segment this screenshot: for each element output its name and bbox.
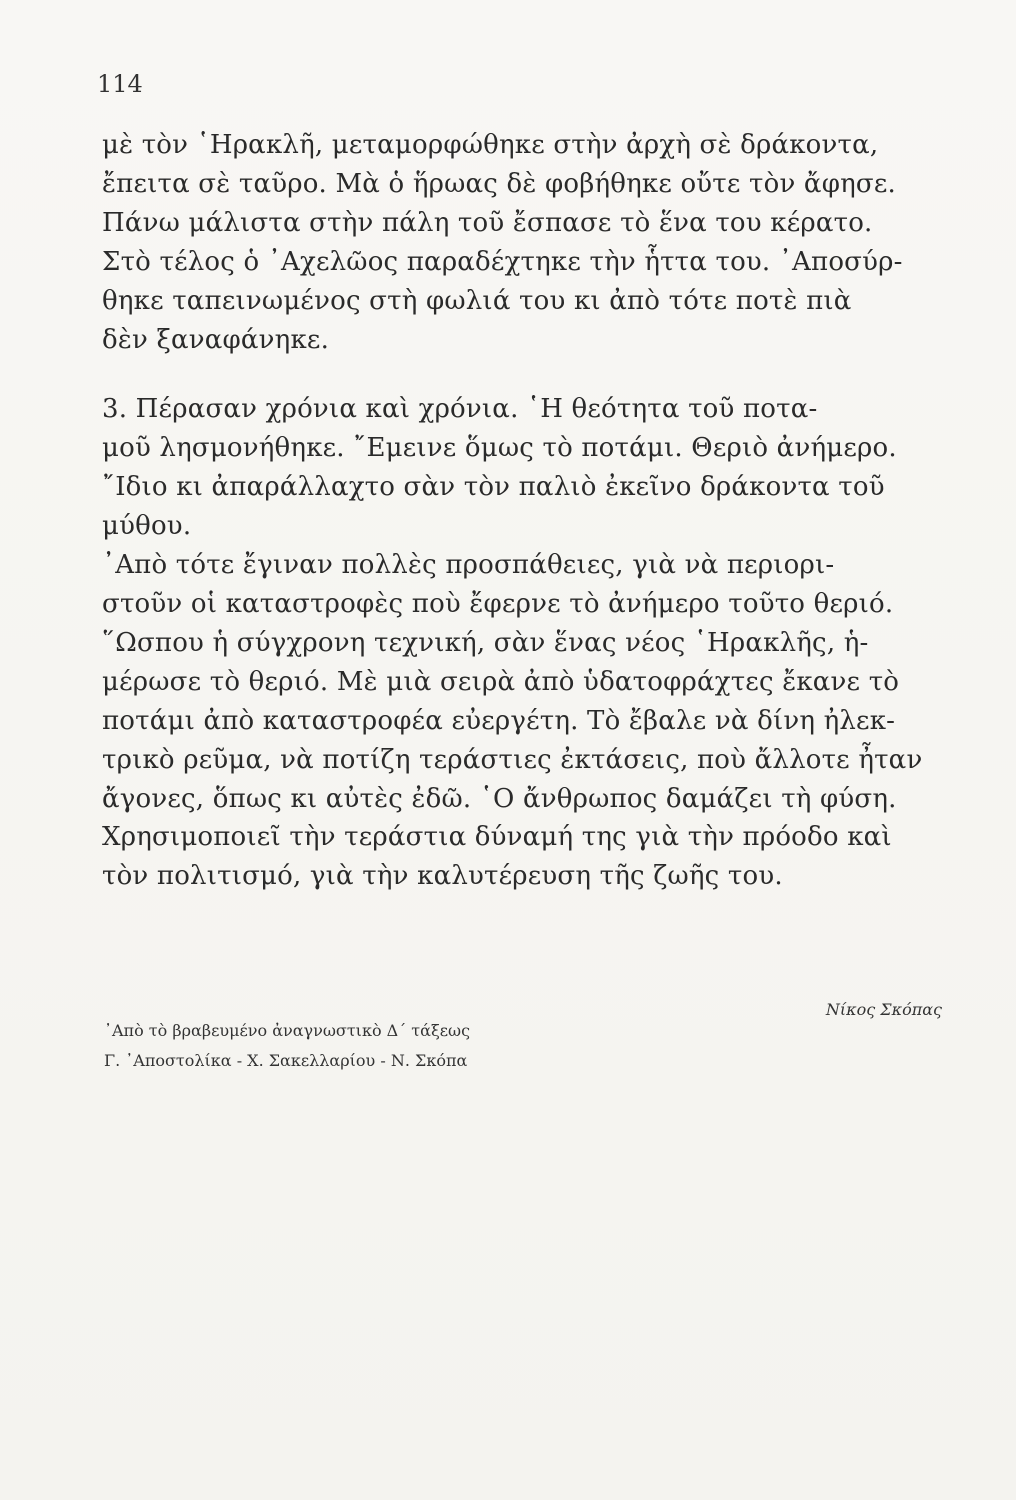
source-citation <box>104 1016 964 1076</box>
main-text <box>102 126 962 896</box>
text-line: Στὸ τέλος ὁ ᾿Αχελῶος παραδέχτηκε τὴν ἧττα του. ᾿Αποσύρ- <box>102 246 903 277</box>
paragraph-3 <box>102 546 962 896</box>
paragraph-2 <box>102 390 962 546</box>
text-line: Χρησιμοποιεῖ τὴν τεράστια δύναμή της γιὰ τὴν πρόοδο καὶ <box>102 822 892 853</box>
text-line: τὸν πολιτισμό, γιὰ τὴν καλυτέρευση τῆς ζωῆς του. <box>102 861 783 892</box>
text-line: δὲν ξαναφάνηκε. <box>102 324 330 355</box>
paragraph-gap <box>102 359 962 390</box>
text-line: ποτάμι ἀπὸ καταστροφέα εὐεργέτη. Τὸ ἔβαλε νὰ δίνη ἠλεκ- <box>102 705 896 736</box>
source-line: ᾿Απὸ τὸ βραβευμένο ἀναγνωστικὸ Δ΄ τάξεως <box>104 1021 471 1040</box>
text-line: μύθου. <box>102 511 192 542</box>
page-number: 114 <box>97 70 143 98</box>
text-line: ῞Ωσπου ἡ σύγχρονη τεχνική, σὰν ἕνας νέος ῾Ηρακλῆς, ἡ- <box>102 627 869 658</box>
source-line: Γ. ᾿Αποστολίκα - Χ. Σακελλαρίου - Ν. Σκόπα <box>104 1051 468 1070</box>
text-line: μέρωσε τὸ θεριό. Μὲ μιὰ σειρὰ ἀπὸ ὑδατοφράχτες ἔκανε τὸ <box>102 666 900 697</box>
text-line: ῎Ιδιο κι ἀπαράλλαχτο σὰν τὸν παλιὸ ἐκεῖνο δράκοντα τοῦ <box>102 472 885 503</box>
text-line: ἔπειτα σὲ ταῦρο. Μὰ ὁ ἥρωας δὲ φοβήθηκε οὔτε τὸν ἄφησε. <box>102 168 896 199</box>
author-signature: Νίκος Σκόπας <box>825 1000 942 1019</box>
text-line: στοῦν οἱ καταστροφὲς ποὺ ἔφερνε τὸ ἀνήμερο τοῦτο θεριό. <box>102 588 894 619</box>
text-line: ἄγονες, ὅπως κι αὐτὲς ἐδῶ. ῾Ο ἄνθρωπος δαμάζει τὴ φύση. <box>102 783 897 814</box>
paragraph-1 <box>102 126 962 359</box>
text-line: ᾿Απὸ τότε ἔγιναν πολλὲς προσπάθειες, γιὰ νὰ περιορι- <box>102 550 835 581</box>
text-line: μοῦ λησμονήθηκε. ῎Εμεινε ὅμως τὸ ποτάμι. Θεριὸ ἀνήμερο. <box>102 433 897 464</box>
text-line: θηκε ταπεινωμένος στὴ φωλιά του κι ἀπὸ τότε ποτὲ πιὰ <box>102 285 852 316</box>
text-line: μὲ τὸν ῾Ηρακλῆ, μεταμορφώθηκε στὴν ἀρχὴ σὲ δράκοντα, <box>102 130 879 160</box>
text-line: 3. Πέρασαν χρόνια καὶ χρόνια. ῾Η θεότητα τοῦ ποτα- <box>102 394 818 425</box>
text-line: Πάνω μάλιστα στὴν πάλη τοῦ ἔσπασε τὸ ἕνα του κέρατο. <box>102 207 873 238</box>
text-line: τρικὸ ρεῦμα, νὰ ποτίζη τεράστιες ἐκτάσεις, ποὺ ἄλλοτε ἦταν <box>102 744 923 775</box>
